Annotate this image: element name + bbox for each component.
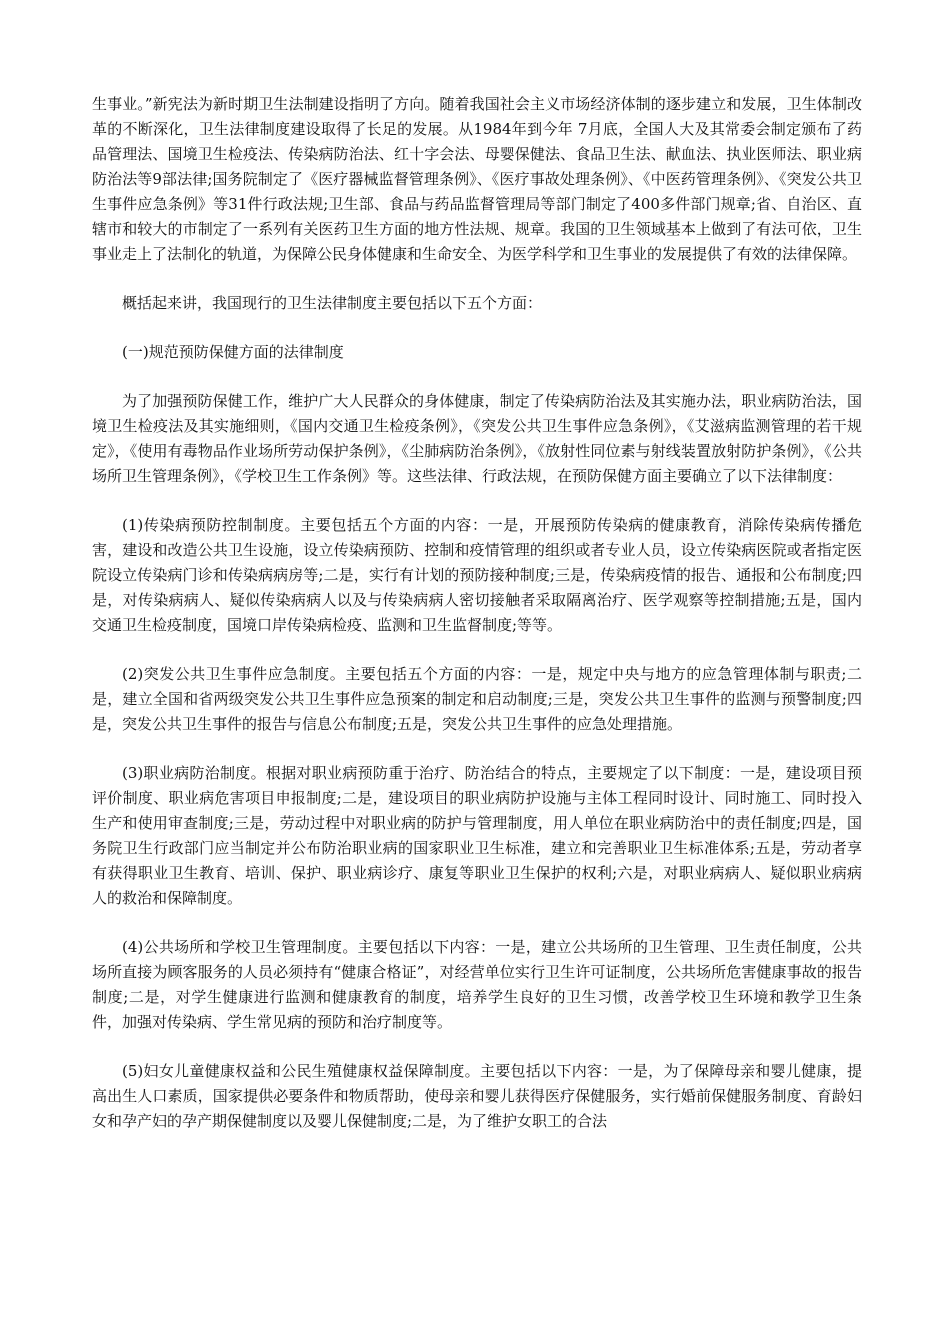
paragraph-summary-intro: 概括起来讲，我国现行的卫生法律制度主要包括以下五个方面： xyxy=(122,294,543,312)
paragraph-occupational-disease: (3)职业病防治制度。根据对职业病预防重于治疗、防治结合的特点，主要规定了以下制度：一是，建设项目预评价制度、职业病危害项目申报制度;二是，建设项目的职业病防护设施与主体工程同时设计、同时施工、同时投入生产和使用审查制度;三是，劳动过程中对职业病的防护与管理制度，用人单位在职业病防治中的责任制度;四是，国务院卫生行政部门应当制定并公布防治职业病的国家职业卫生标准，建立和完善职业卫生标准体系;五是，劳动者享有获得职业卫生教育、培训、保护、职业病诊疗、康复等职业卫生保护的权利;六是，对职业病病人、疑似职业病病人的救治和保障制度。 xyxy=(92,764,862,907)
paragraph-public-places-school-hygiene: (4)公共场所和学校卫生管理制度。主要包括以下内容：一是，建立公共场所的卫生管理、卫生责任制度，公共场所直接为顾客服务的人员必须持有“健康合格证”，对经营单位实行卫生许可证制度，公共场所危害健康事故的报告制度;二是，对学生健康进行监测和健康教育的制度，培养学生良好的卫生习惯，改善学校卫生环境和教学卫生条件，加强对传染病、学生常见病的预防和治疗制度等。 xyxy=(92,938,862,1031)
paragraph-prevention-laws: 为了加强预防保健工作，维护广大人民群众的身体健康，制定了传染病防治法及其实施办法，职业病防治法，国境卫生检疫法及其实施细则，《国内交通卫生检疫条例》，《突发公共卫生事件应急条例》，《艾滋病监测管理的若干规定》，《使用有毒物品作业场所劳动保护条例》，《尘肺病防治条例》，《放射性同位素与射线装置放射防护条例》，《公共场所卫生管理条例》，《学校卫生工作条例》等。这些法律、行政法规，在预防保健方面主要确立了以下法律制度： xyxy=(92,392,862,485)
paragraph-health-law-development: 生事业。”新宪法为新时期卫生法制建设指明了方向。随着我国社会主义市场经济体制的逐步建立和发展，卫生体制改革的不断深化，卫生法律制度建设取得了长足的发展。从1984年到今年 7月底，全国人大及其常委会制定颁布了药品管理法、国境卫生检疫法、传染病防治法、红十字会法、母婴保健法、食品卫生法、献血法、执业医师法、职业病防治法等9部法律;国务院制定了《医疗器械监督管理条例》、《医疗事故处理条例》、《中医药管理条例》、《突发公共卫生事件应急条例》等31件行政法规;卫生部、食品与药品监督管理局等部门制定了400多件部门规章;省、自治区、直辖市和较大的市制定了一系列有关医药卫生方面的地方性法规、规章。我国的卫生领域基本上做到了有法可依，卫生事业走上了法制化的轨道，为保障公民身体健康和生命安全、为医学科学和卫生事业的发展提供了有效的法律保障。 xyxy=(92,95,862,263)
paragraph-infectious-disease-control: (1)传染病预防控制制度。主要包括五个方面的内容：一是，开展预防传染病的健康教育，消除传染病传播危害，建设和改造公共卫生设施，设立传染病预防、控制和疫情管理的组织或者专业人员，设立传染病医院或者指定医院设立传染病门诊和传染病病房等;二是，实行有计划的预防接种制度;三是，传染病疫情的报告、通报和公布制度;四是，对传染病病人、疑似传染病病人以及与传染病病人密切接触者采取隔离治疗、医学观察等控制措施;五是，国内交通卫生检疫制度，国境口岸传染病检疫、监测和卫生监督制度;等等。 xyxy=(92,516,862,634)
document-page xyxy=(92,92,862,1158)
paragraph-public-health-emergency: (2)突发公共卫生事件应急制度。主要包括五个方面的内容：一是，规定中央与地方的应急管理体制与职责;二是，建立全国和省两级突发公共卫生事件应急预案的制定和启动制度;三是，突发公共卫生事件的监测与预警制度;四是，突发公共卫生事件的报告与信息公布制度;五是，突发公共卫生事件的应急处理措施。 xyxy=(92,665,862,733)
paragraph-women-children-health: (5)妇女儿童健康权益和公民生殖健康权益保障制度。主要包括以下内容：一是，为了保障母亲和婴儿健康，提高出生人口素质，国家提供必要条件和物质帮助，使母亲和婴儿获得医疗保健服务，实行婚前保健服务制度、育龄妇女和孕产妇的孕产期保健制度以及婴儿保健制度;二是，为了维护女职工的合法 xyxy=(92,1062,862,1130)
section-heading-prevention: (一)规范预防保健方面的法律制度 xyxy=(122,343,344,361)
